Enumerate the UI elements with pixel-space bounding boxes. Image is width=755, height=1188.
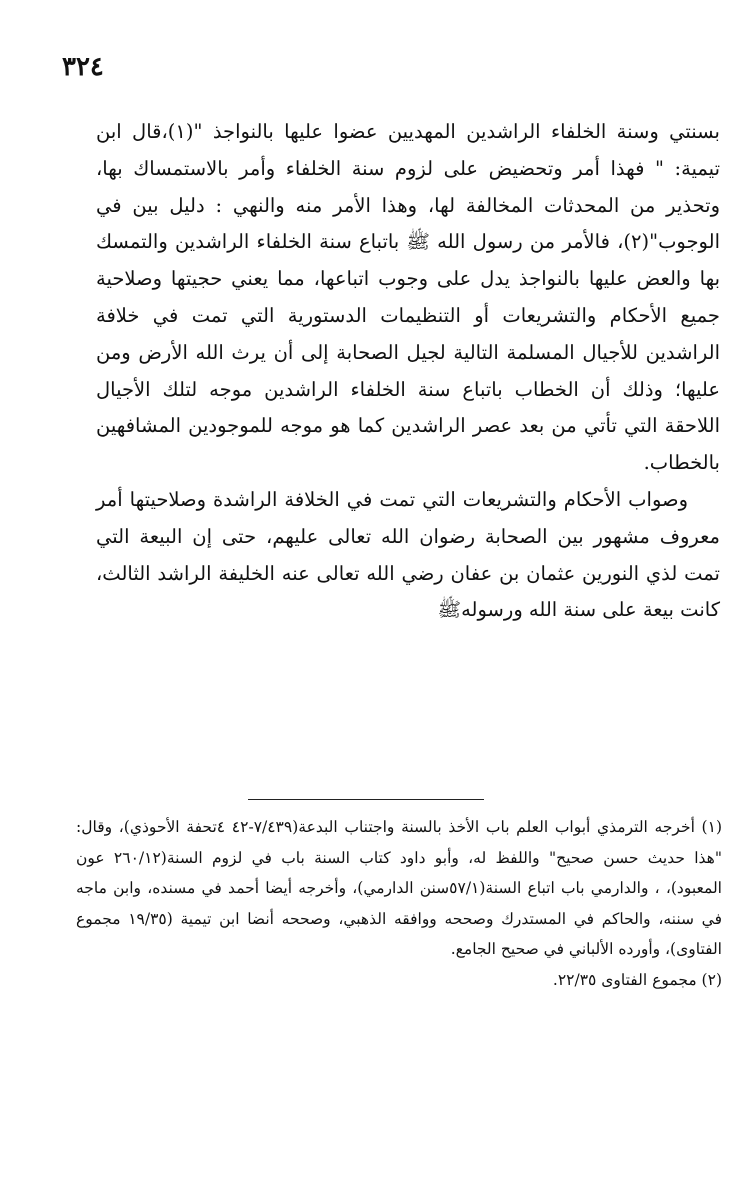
paragraph: وصواب الأحكام والتشريعات التي تمت في الخلافة الراشدة وصلاحيتها أمر معروف مشهور بين الصحابة رضوان الله تعالى عليهم، حتى إن البيعة التي تمت لذي النورين عثمان بن عفان رضي الله تعالى عنه الخليفة الراشد الثالث، كانت بيعة على سنة الله ورسولهﷺ	[96, 487, 720, 622]
paragraph: بسنتي وسنة الخلفاء الراشدين المهديين عضوا عليها بالنواجذ "(١)،قال ابن تيمية: " فهذا أمر وتحضيض على لزوم سنة الخلفاء وأمر بالاستمساك بها، وتحذير من المحدثات المخالفة لها، وهذا الأمر منه والنهي : دليل بين في الوجوب"(٢)، فالأمر من رسول الله ﷺ باتباع سنة الخلفاء الراشدين والتمسك بها والعض عليها بالنواجذ يدل على وجوب اتباعها، مما يعني حجيتها وصلاحية جميع الأحكام والتشريعات أو التنظيمات الدستورية التي تمت في خلافة الراشدين للأجيال المسلمة التالية لجيل الصحابة إلى أن يرث الله الأرض ومن عليها؛ وذلك أن الخطاب باتباع سنة الخلفاء الراشدين موجه لتلك الأجيال اللاحقة التي تأتي من بعد عصر الراشدين كما هو موجه للموجودين المشافهين بالخطاب.	[96, 120, 720, 475]
main-text	[96, 114, 720, 629]
footnotes	[76, 812, 722, 995]
footnote: (٢) مجموع الفتاوى ٢٢/٣٥.	[552, 970, 722, 989]
footnote-divider	[248, 799, 484, 800]
page-number: ٣٢٤	[62, 52, 104, 82]
footnote: (١) أخرجه الترمذي أبواب العلم باب الأخذ بالسنة واجتناب البدعة(٧/٤٣٩-٤٢ ٤تحفة الأحوذي)، وقال: "هذا حديث حسن صحيح" واللفظ له، وأبو داود كتاب السنة باب في لزوم السنة(٢٦٠/١٢ عون المعبود)، ، والدارمي باب اتباع السنة(٥٧/١سنن الدارمي)، وأخرجه أيضا أحمد في مسنده، وابن ماجه في سننه، والحاكم في المستدرك وصححه ووافقه الذهبي، وصححه أنضا ابن تيمية (١٩/٣٥ مجموع الفتاوى)، وأورده الألباني في صحيح الجامع.	[76, 818, 723, 958]
